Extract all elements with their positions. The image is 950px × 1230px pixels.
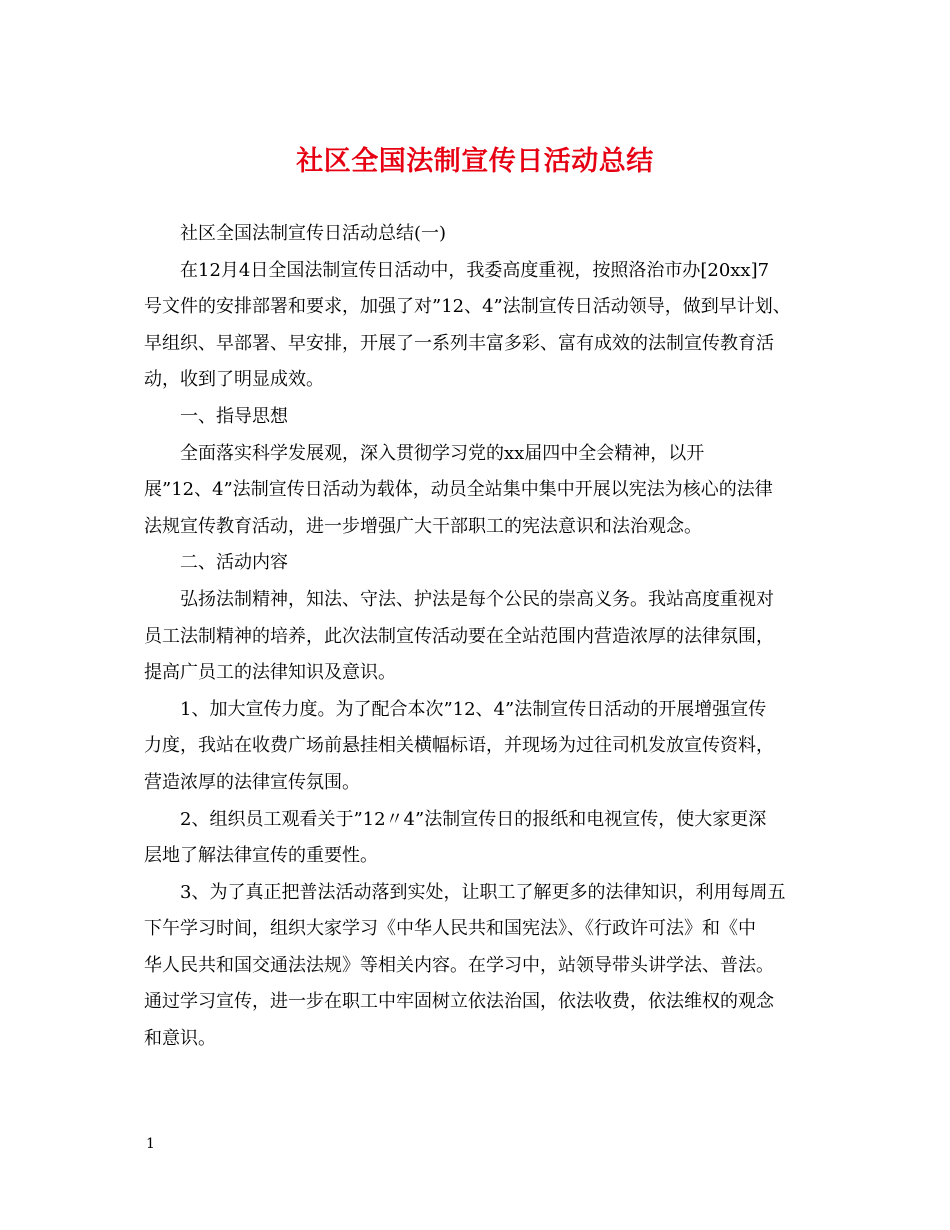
text-line: 一、指导思想 — [180, 405, 288, 427]
text-line: 通过学习宣传，进一步在职工中牢固树立依法治国，依法收费，依法维权的观念 — [144, 991, 774, 1013]
text-line: 全面落实科学发展观，深入贯彻学习党的xx届四中全会精神，以开 — [180, 442, 705, 464]
document-body — [144, 216, 824, 1058]
text-line: 法规宣传教育活动，进一步增强广大干部职工的宪法意识和法治观念。 — [144, 515, 702, 537]
text-line: 下午学习时间，组织大家学习《中华人民共和国宪法》、《行政许可法》和《中 — [144, 918, 756, 940]
page-number: 1 — [146, 1136, 155, 1152]
text-line: 提高广员工的法律知识及意识。 — [144, 662, 396, 684]
text-line: 二、活动内容 — [180, 552, 288, 574]
text-line: 力度，我站在收费广场前悬挂相关横幅标语，并现场为过往司机发放宣传资料， — [144, 735, 774, 757]
page-title: 社区全国法制宣传日活动总结 — [296, 146, 654, 177]
text-line: 员工法制精神的培养，此次法制宣传活动要在全站范围内营造浓厚的法律氛围， — [144, 625, 774, 647]
text-line: 早组织、早部署、早安排，开展了一系列丰富多彩、富有成效的法制宣传教育活 — [144, 332, 774, 354]
text-line: 展”12、4”法制宣传日活动为载体，动员全站集中集中开展以宪法为核心的法律 — [144, 479, 773, 501]
text-line: 和意识。 — [144, 1028, 216, 1050]
text-line: 号文件的安排部署和要求，加强了对”12、4”法制宣传日活动领导，做到早计划、 — [144, 296, 791, 318]
text-line: 华人民共和国交通法法规》等相关内容。在学习中，站领导带头讲学法、普法。 — [144, 954, 774, 976]
text-line: 2、组织员工观看关于”12〃4”法制宣传日的报纸和电视宣传，使大家更深 — [180, 808, 767, 830]
text-line: 层地了解法律宣传的重要性。 — [144, 845, 378, 867]
text-line: 1、加大宣传力度。为了配合本次”12、4”法制宣传日活动的开展增强宣传 — [180, 698, 767, 720]
text-line: 营造浓厚的法律宣传氛围。 — [144, 771, 360, 793]
text-line: 3、为了真正把普法活动落到实处，让职工了解更多的法律知识，利用每周五 — [180, 881, 786, 903]
text-line: 动，收到了明显成效。 — [144, 369, 324, 391]
text-line: 社区全国法制宣传日活动总结(一) — [180, 223, 447, 244]
text-line: 在12月4日全国法制宣传日活动中，我委高度重视，按照洛治市办[20xx]7 — [180, 259, 770, 281]
text-line: 弘扬法制精神，知法、守法、护法是每个公民的崇高义务。我站高度重视对 — [180, 588, 774, 610]
